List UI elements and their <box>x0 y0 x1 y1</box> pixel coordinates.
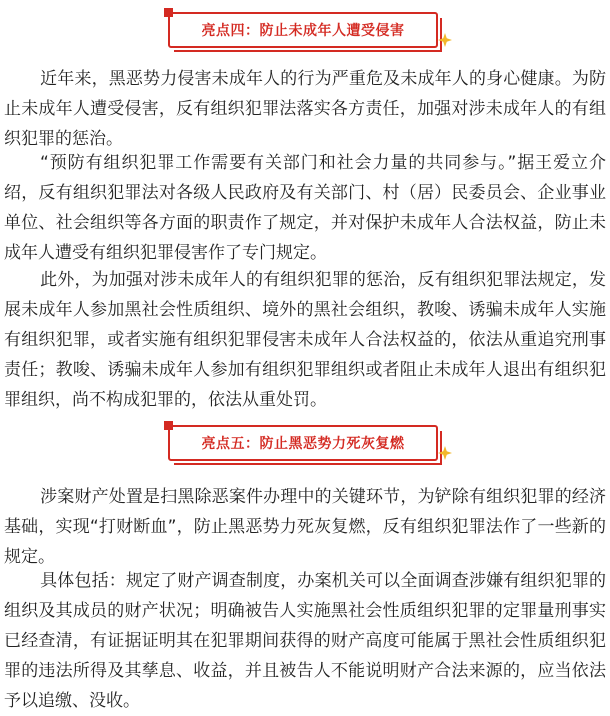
section-heading-text: 亮点四：防止未成年人遭受侵害 <box>201 23 405 39</box>
sparkle-star-icon <box>438 446 452 460</box>
paragraph <box>4 482 606 572</box>
paragraph <box>4 265 606 415</box>
paragraph-text: 具体包括：规定了财产调查制度，办案机关可以全面调查涉嫌有组织犯罪的组织及其成员的财产状况；明确被告人实施黑社会性质组织犯罪的定罪量刑事实已经查清，有证据证明其在犯罪期间获得的财产高度可能属于黑社会性质组织犯罪的违法所得及其孳息、收益，并且被告人不能说明财产合法来源的，应当依法予以追缴、没收。 <box>4 571 606 711</box>
paragraph <box>4 148 606 268</box>
section-heading-5 <box>168 425 438 461</box>
sparkle-star-icon <box>438 33 452 47</box>
heading-corner-decoration <box>164 8 173 17</box>
heading-corner-decoration <box>164 421 173 430</box>
heading-shadow-line <box>174 50 442 52</box>
paragraph-text: 近年来，黑恶势力侵害未成年人的行为严重危及未成年人的身心健康。为防止未成年人遭受侵害，反有组织犯罪法落实各方责任，加强对涉未成年人的有组织犯罪的惩治。 <box>4 69 606 149</box>
paragraph-text: “预防有组织犯罪工作需要有关部门和社会力量的共同参与。”据王爱立介绍，反有组织犯罪法对各级人民政府及有关部门、村（居）民委员会、企业事业单位、社会组织等各方面的职责作了规定，并对保护未成年人合法权益，防止未成年人遭受有组织犯罪侵害作了专门规定。 <box>4 153 606 263</box>
paragraph <box>4 566 606 716</box>
section-heading-text: 亮点五：防止黑恶势力死灰复燃 <box>201 436 405 452</box>
paragraph-text: 涉案财产处置是扫黑除恶案件办理中的关键环节，为铲除有组织犯罪的经济基础，实现“打财断血”，防止黑恶势力死灰复燃，反有组织犯罪法作了一些新的规定。 <box>4 487 606 567</box>
heading-shadow-line <box>174 463 442 465</box>
paragraph-text: 此外，为加强对涉未成年人的有组织犯罪的惩治，反有组织犯罪法规定，发展未成年人参加黑社会性质组织、境外的黑社会组织，教唆、诱骗未成年人实施有组织犯罪，或者实施有组织犯罪侵害未成年人合法权益的，依法从重追究刑事责任；教唆、诱骗未成年人参加有组织犯罪组织或者阻止未成年人退出有组织犯罪组织，尚不构成犯罪的，依法从重处罚。 <box>4 270 606 410</box>
paragraph <box>4 64 606 154</box>
section-heading-4 <box>168 12 438 48</box>
